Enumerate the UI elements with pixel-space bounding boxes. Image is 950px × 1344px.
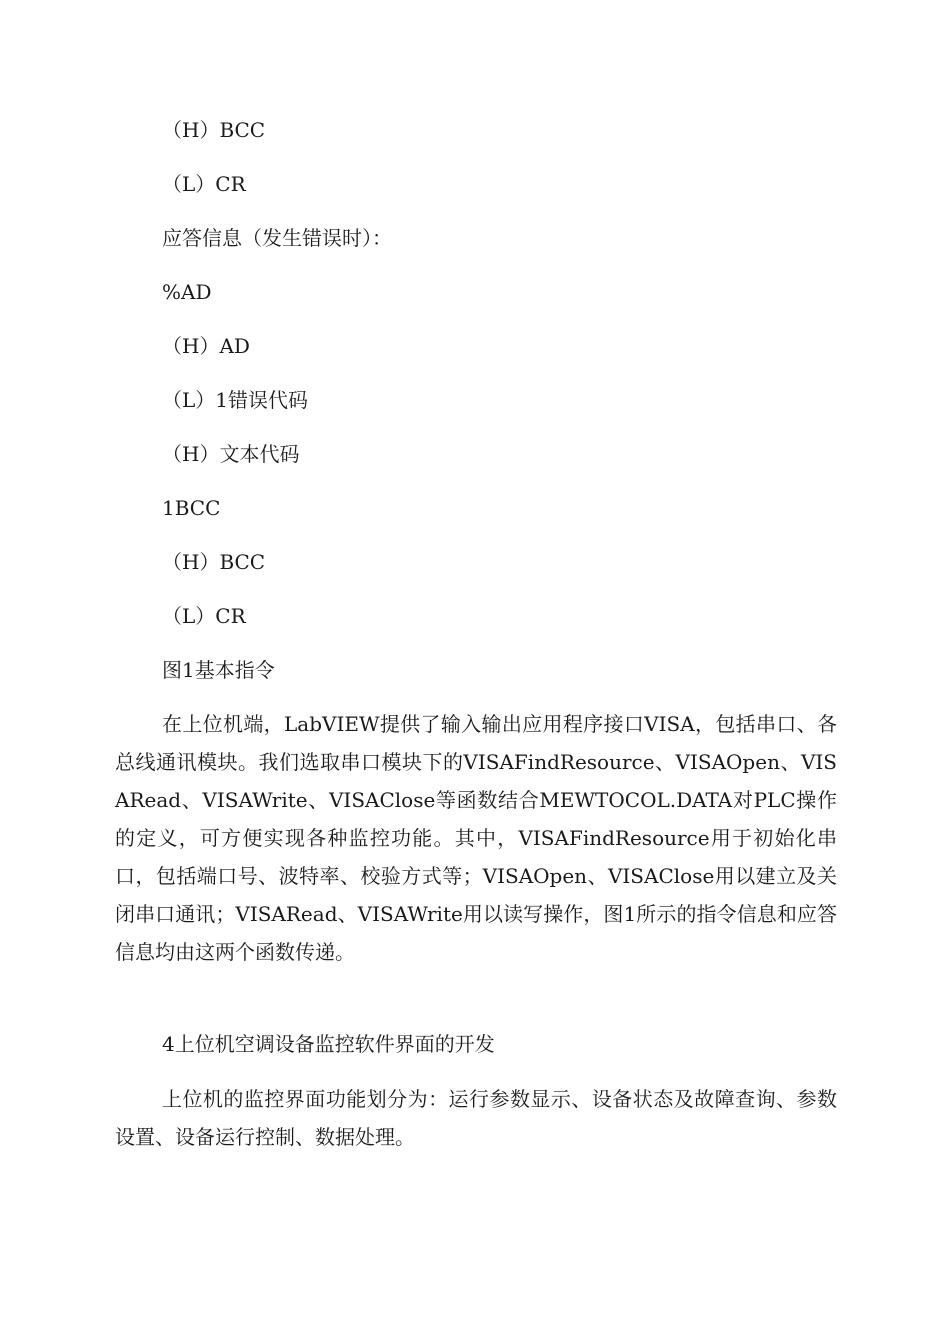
text-line: （L）CR (162, 172, 246, 196)
body-paragraph: 上位机的监控界面功能划分为：运行参数显示、设备状态及故障查询、参数设置、设备运行控制、数据处理。 (115, 1087, 837, 1149)
figure-caption: 图1基本指令 (162, 658, 275, 682)
text-line: （H）BCC (162, 118, 266, 142)
text-line: （H）BCC (162, 550, 266, 574)
text-line: （H）AD (162, 334, 250, 358)
text-line: （L）CR (162, 604, 246, 628)
text-line: 应答信息（发生错误时）： (162, 226, 392, 250)
section-heading: 4上位机空调设备监控软件界面的开发 (162, 1032, 495, 1056)
body-paragraph: 在上位机端，LabVIEW提供了输入输出应用程序接口VISA，包括串口、各总线通讯模块。我们选取串口模块下的VISAFindResource、VISAOpen、VISARead、VISAWrite、VISAClose等函数结合MEWTOCOL.DATA对PLC操作的定义，可方便实现各种监控功能。其中，VISAFindResource用于初始化串口，包括端口号、波特率、校验方式等；VISAOpen、VISAClose用以建立及关闭串口通讯；VISARead、VISAWrite用以读写操作，图1所示的指令信息和应答信息均由这两个函数传递。 (115, 712, 837, 964)
text-line: %AD (162, 280, 212, 304)
text-line: （H）文本代码 (162, 442, 300, 466)
text-line: （L）1错误代码 (162, 388, 309, 412)
text-line: 1BCC (162, 496, 221, 520)
